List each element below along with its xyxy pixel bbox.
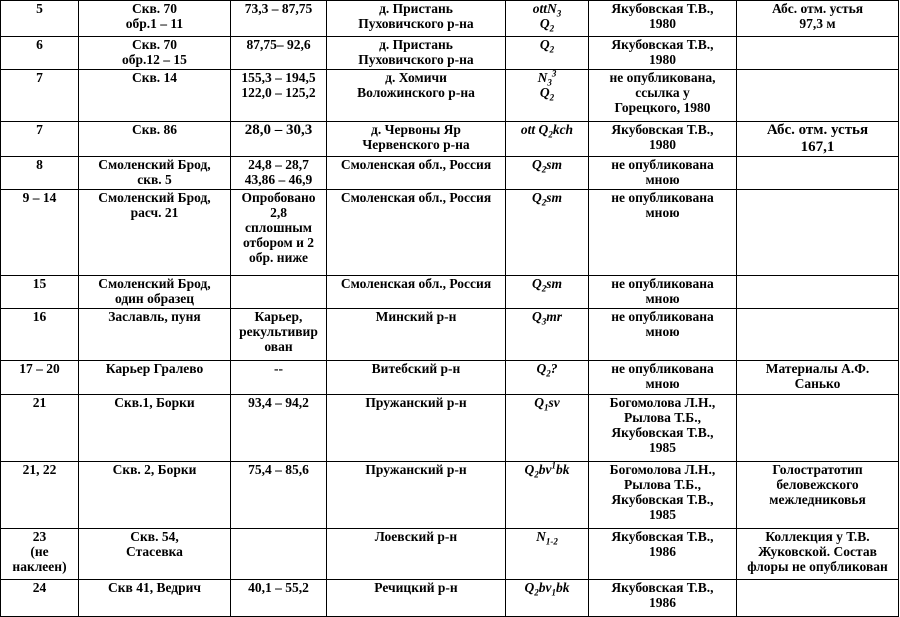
cell-depth: 73,3 – 87,75 <box>231 1 327 37</box>
cell-pub: Якубовская Т.В., 1986 <box>589 529 737 580</box>
cell-site: Скв. 14 <box>79 70 231 122</box>
cell-site: Скв. 86 <box>79 122 231 157</box>
cell-pub: не опубликована мною <box>589 276 737 309</box>
age-text: Q <box>531 276 542 291</box>
age-subscript: 2 <box>541 283 547 294</box>
cell-pub: Богомолова Л.Н., Рылова Т.Б., Якубовская Т.В., 1985 <box>589 462 737 529</box>
age-text: Q <box>534 395 544 410</box>
cell-age <box>506 70 589 122</box>
cell-age <box>506 462 589 529</box>
cell-age <box>506 122 589 157</box>
cell-site: Смоленский Брод, один образец <box>79 276 231 309</box>
cell-num: 6 <box>1 37 79 70</box>
cell-note <box>737 190 899 276</box>
cell-age <box>506 309 589 361</box>
cell-num: 5 <box>1 1 79 37</box>
age-text: N <box>537 70 548 85</box>
cell-num: 24 <box>1 580 79 617</box>
cell-note: Абс. отм. устья 97,3 м <box>737 1 899 37</box>
cell-site: Скв. 2, Борки <box>79 462 231 529</box>
table-row <box>1 462 899 529</box>
cell-num: 17 – 20 <box>1 361 79 395</box>
cell-site: Смоленский Брод, скв. 5 <box>79 157 231 190</box>
cell-note <box>737 395 899 462</box>
age-text: sv <box>548 395 560 410</box>
cell-age <box>506 395 589 462</box>
age-subscript: 2 <box>541 197 547 208</box>
cell-num: 23 (не наклеен) <box>1 529 79 580</box>
age-text: mr <box>546 309 562 324</box>
cell-pub: Якубовская Т.В., 1986 <box>589 580 737 617</box>
table-row <box>1 395 899 462</box>
cell-depth <box>231 529 327 580</box>
cell-note <box>737 157 899 190</box>
cell-depth: Опробовано 2,8 сплошным отбором и 2 обр. ниже <box>231 190 327 276</box>
age-text: Q <box>531 157 542 172</box>
age-text: Q <box>524 580 535 595</box>
cell-loc: Витебский р-н <box>327 361 506 395</box>
cell-num: 16 <box>1 309 79 361</box>
cell-age <box>506 361 589 395</box>
age-text: sm <box>546 276 562 291</box>
table-row <box>1 580 899 617</box>
cell-site: Смоленский Брод, расч. 21 <box>79 190 231 276</box>
cell-note <box>737 276 899 309</box>
cell-depth: 93,4 – 94,2 <box>231 395 327 462</box>
cell-loc: Смоленская обл., Россия <box>327 157 506 190</box>
cell-pub: Якубовская Т.В., 1980 <box>589 37 737 70</box>
cell-num: 8 <box>1 157 79 190</box>
cell-num: 7 <box>1 70 79 122</box>
table-row <box>1 1 899 37</box>
cell-site: Скв. 70 обр.1 – 11 <box>79 1 231 37</box>
cell-age <box>506 276 589 309</box>
cell-age <box>506 157 589 190</box>
age-text: Q <box>539 16 550 31</box>
cell-site: Скв.1, Борки <box>79 395 231 462</box>
cell-loc: Пружанский р-н <box>327 462 506 529</box>
cell-loc: д. Пристань Пуховичского р-на <box>327 37 506 70</box>
age-text: Q <box>531 309 542 324</box>
age-text: ? <box>550 361 558 376</box>
age-subscript: 2 <box>549 92 555 103</box>
cell-age <box>506 1 589 37</box>
age-subscript: 3 <box>556 8 562 19</box>
cell-age <box>506 580 589 617</box>
cell-site: Скв 41, Ведрич <box>79 580 231 617</box>
age-subscript: 1-2 <box>545 536 558 547</box>
age-text: bk <box>556 580 570 595</box>
cell-age <box>506 190 589 276</box>
cell-depth: 87,75– 92,6 <box>231 37 327 70</box>
age-text: Q <box>539 37 550 52</box>
cell-depth: -- <box>231 361 327 395</box>
age-subscript: 3 <box>541 316 547 327</box>
cell-loc: д. Хомичи Воложинского р-на <box>327 70 506 122</box>
cell-depth: 24,8 – 28,7 43,86 – 46,9 <box>231 157 327 190</box>
cell-depth <box>231 276 327 309</box>
cell-pub: не опубликована мною <box>589 190 737 276</box>
cell-depth: 40,1 – 55,2 <box>231 580 327 617</box>
age-text: Q <box>524 462 535 477</box>
age-text: bv <box>538 462 552 477</box>
cell-loc: Смоленская обл., Россия <box>327 276 506 309</box>
cell-note: Абс. отм. устья 167,1 <box>737 122 899 157</box>
table-row <box>1 361 899 395</box>
age-text: sm <box>546 190 562 205</box>
cell-pub: Якубовская Т.В., 1980 <box>589 122 737 157</box>
cell-note <box>737 70 899 122</box>
cell-age <box>506 37 589 70</box>
table-body <box>1 1 899 617</box>
cell-site: Заславль, пуня <box>79 309 231 361</box>
cell-pub: Якубовская Т.В., 1980 <box>589 1 737 37</box>
age-subscript: 1 <box>544 402 549 413</box>
cell-loc: Речицкий р-н <box>327 580 506 617</box>
age-text: kch <box>552 122 574 137</box>
age-superscript: 3 <box>551 69 557 79</box>
cell-depth: Карьер, рекультивир ован <box>231 309 327 361</box>
age-text: Q <box>536 361 547 376</box>
cell-loc: д. Пристань Пуховичского р-на <box>327 1 506 37</box>
cell-age <box>506 529 589 580</box>
cell-pub: не опубликована мною <box>589 157 737 190</box>
cell-num: 21, 22 <box>1 462 79 529</box>
cell-note <box>737 309 899 361</box>
age-subscript: 2 <box>534 587 539 598</box>
cell-pub: не опубликована, ссылка у Горецкого, 1980 <box>589 70 737 122</box>
table-row <box>1 37 899 70</box>
cell-loc: Смоленская обл., Россия <box>327 190 506 276</box>
cell-loc: Лоевский р-н <box>327 529 506 580</box>
age-subscript: 2 <box>546 368 551 379</box>
table-row <box>1 276 899 309</box>
age-text: Q <box>539 85 550 100</box>
cell-note <box>737 580 899 617</box>
age-text: sm <box>546 157 562 172</box>
age-text: ott Q <box>520 122 549 137</box>
cell-num: 15 <box>1 276 79 309</box>
cell-site: Скв. 54, Стасевка <box>79 529 231 580</box>
age-text: ottN <box>532 1 557 16</box>
age-superscript: 1 <box>551 461 556 471</box>
cell-note: Материалы А.Ф. Санько <box>737 361 899 395</box>
cell-pub: не опубликована мною <box>589 361 737 395</box>
age-subscript: 2 <box>549 44 555 55</box>
cell-pub: не опубликована мною <box>589 309 737 361</box>
cell-loc: д. Червоны Яр Червенского р-на <box>327 122 506 157</box>
cell-pub: Богомолова Л.Н., Рылова Т.Б., Якубовская Т.В., 1985 <box>589 395 737 462</box>
cell-loc: Пружанский р-н <box>327 395 506 462</box>
age-subscript: 1 <box>551 587 556 598</box>
cell-loc: Минский р-н <box>327 309 506 361</box>
age-text: bv <box>538 580 552 595</box>
cell-site: Скв. 70 обр.12 – 15 <box>79 37 231 70</box>
table-row <box>1 122 899 157</box>
cell-num: 9 – 14 <box>1 190 79 276</box>
age-subscript: 2 <box>541 164 547 175</box>
cell-depth: 155,3 – 194,5 122,0 – 125,2 <box>231 70 327 122</box>
cell-num: 21 <box>1 395 79 462</box>
table-row <box>1 157 899 190</box>
cell-note: Коллекция у Т.В. Жуковской. Состав флоры не опубликован <box>737 529 899 580</box>
age-subscript: 2 <box>548 129 553 140</box>
table-row <box>1 309 899 361</box>
cell-note: Голостратотип беловежского межледниковья <box>737 462 899 529</box>
age-text: bk <box>556 462 570 477</box>
age-text: Q <box>531 190 542 205</box>
cell-depth: 75,4 – 85,6 <box>231 462 327 529</box>
table-row <box>1 190 899 276</box>
table-row <box>1 70 899 122</box>
age-subscript: 2 <box>534 469 539 480</box>
cell-note <box>737 37 899 70</box>
cell-num: 7 <box>1 122 79 157</box>
age-subscript: 3 <box>547 77 552 88</box>
cell-depth: 28,0 – 30,3 <box>231 122 327 157</box>
table-row <box>1 529 899 580</box>
age-subscript: 2 <box>549 23 555 34</box>
age-text: N <box>536 529 546 544</box>
cell-site: Карьер Гралево <box>79 361 231 395</box>
